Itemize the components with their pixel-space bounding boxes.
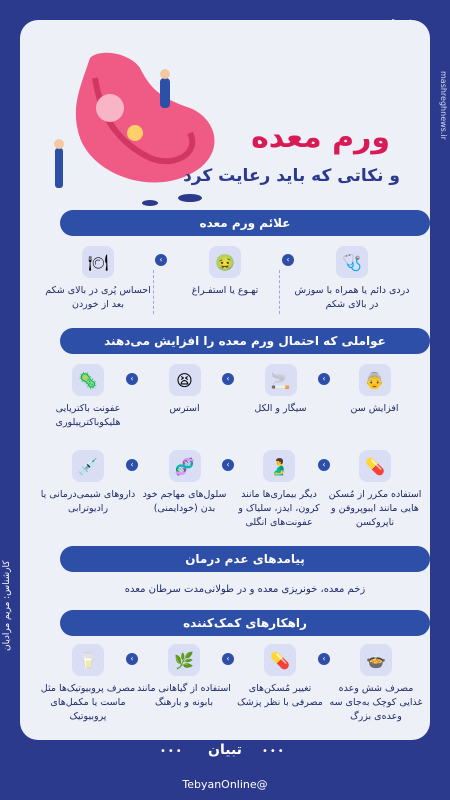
symptom-item: 🤢 تهـوع یا استفـراغ	[165, 246, 285, 298]
arrow-icon: ›	[282, 254, 294, 266]
stethoscope-icon: 🩺	[336, 246, 368, 278]
untreated-text: زخم معده، خونریزی معده و در طولانی‌مدت سرطان معده	[124, 584, 366, 595]
arrow-icon: ›	[155, 254, 167, 266]
footer-handle: @TebyanOnline	[182, 778, 268, 791]
arrow-icon: ›	[222, 459, 234, 471]
page-subtitle: و نکاتی که باید رعایت کرد	[183, 166, 400, 186]
nausea-icon: 🤢	[209, 246, 241, 278]
herbs-icon: 🌿	[168, 644, 200, 676]
arrow-icon: ›	[318, 653, 330, 665]
footer-dots-left: •••	[160, 746, 184, 757]
solution-item: 💊 تغییر مُسکن‌های مصرفی با نظر پزشک	[232, 644, 328, 710]
factor-item: 🚬 سیگار و الکل	[233, 364, 328, 416]
factor-item: 🫃 دیگر بیماری‌ها مانند کرون، ایدز، سلیاک و عفونت‌های انگلی	[230, 450, 328, 529]
solutions-header: راهکارهای کمک‌کننده	[60, 610, 430, 636]
symptom-item: 🩺 دردی دائم یا همراه با سوزش در بالای شکم	[292, 246, 412, 312]
solution-item: 🥛 مصرف پروبیوتیک‌ها مثل ماست یا مکمل‌های پروبیوتیک	[38, 644, 138, 723]
factor-item: 💊 استفاده مکرر از مُسکن هایی مانند ایبوپروفن و ناپروکسن	[326, 450, 424, 529]
credit: کارشناس: مریم مرادیان	[2, 560, 12, 651]
medicine-icon: 💊	[264, 644, 296, 676]
solution-item: 🌿 استفاده از گیاهانی مانند بابونه و بارهنگ	[136, 644, 232, 710]
arrow-icon: ›	[222, 653, 234, 665]
arrow-icon: ›	[126, 653, 138, 665]
untreated-header: پیامدهای عدم درمان	[60, 546, 430, 572]
arrow-icon: ›	[222, 373, 234, 385]
elderly-icon: 👵	[359, 364, 391, 396]
symptom-item: 🍽 احساس پُری در بالای شکم بعد از خوردن	[38, 246, 158, 312]
factor-item: 🦠 عفونت باکتریایی هلیکوباکترپیلوری	[38, 364, 138, 430]
yogurt-icon: 🥛	[72, 644, 104, 676]
cigarette-icon: 🚬	[265, 364, 297, 396]
pills-icon: 💊	[359, 450, 391, 482]
factors-header: عواملی که احتمال ورم معده را افزایش می‌دهند	[60, 328, 430, 354]
stress-icon: 😫	[169, 364, 201, 396]
arrow-icon: ›	[126, 373, 138, 385]
bacteria-icon: 🦠	[72, 364, 104, 396]
arrow-icon: ›	[318, 459, 330, 471]
tebyan-logo: تبیان	[208, 742, 242, 758]
factor-item: 💉 داروهای شیمی‌درمانی یا رادیوترابی	[38, 450, 138, 516]
content-card	[20, 20, 430, 740]
footer-dots-right: •••	[262, 746, 286, 757]
fullness-icon: 🍽	[82, 246, 114, 278]
chemo-icon: 💉	[72, 450, 104, 482]
arrow-icon: ›	[126, 459, 138, 471]
factor-item: 🧬 سلول‌های مهاجم خود بدن (خودایمنی)	[137, 450, 232, 516]
stomach-icon: 🫃	[263, 450, 295, 482]
page-title: ورم معده	[251, 120, 390, 155]
solution-item: 🍲 مصرف شش وعده غذایی کوچک به‌جای سه وعده‌ی بزرگ	[328, 644, 424, 723]
site-url: mashreghnews.ir	[439, 71, 448, 140]
plate-icon: 🍲	[360, 644, 392, 676]
factor-item: 😫 استرس	[137, 364, 232, 416]
arrow-icon: ›	[318, 373, 330, 385]
intestine-icon: 🧬	[169, 450, 201, 482]
symptoms-header: علائم ورم معده	[60, 210, 430, 236]
factor-item: 👵 افزایش سن	[327, 364, 422, 416]
